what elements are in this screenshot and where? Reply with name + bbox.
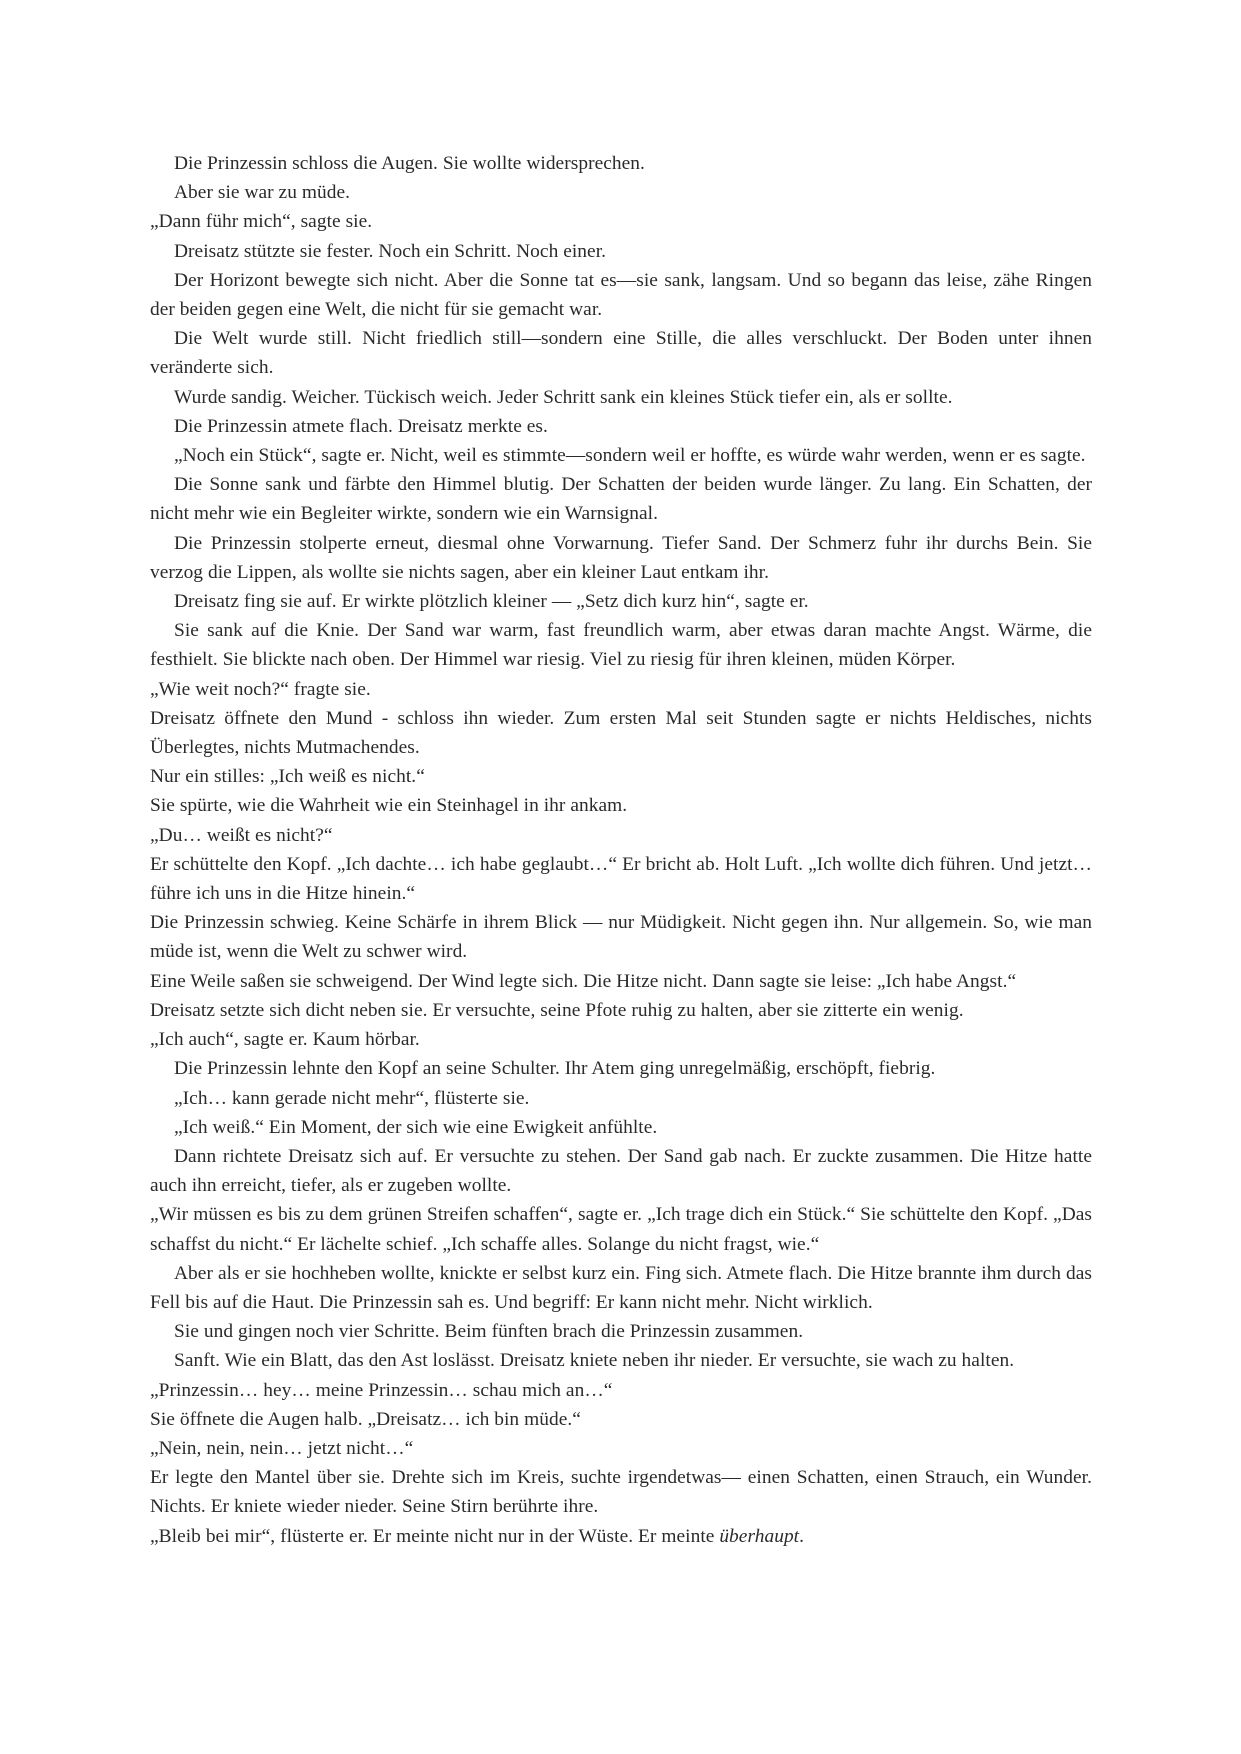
final-period: .	[799, 1525, 805, 1547]
paragraph: „Ich auch“, sagte er. Kaum hörbar.	[150, 1029, 420, 1051]
paragraph: Die Prinzessin lehnte den Kopf an seine Schulter. Ihr Atem ging unregelmäßig, erschöpft, fiebrig.	[174, 1058, 936, 1080]
paragraph: „Prinzessin… hey… meine Prinzessin… schau mich an…“	[150, 1379, 613, 1401]
paragraph: Sie öffnete die Augen halb. „Dreisatz… ich bin müde.“	[150, 1408, 581, 1430]
paragraph: Der Horizont bewegte sich nicht. Aber die Sonne tat es—sie sank, langsam. Und so begann das leise, zähe Ringen der beiden gegen eine Welt, die nicht für sie gemacht war.	[150, 269, 1092, 321]
paragraph: Eine Weile saßen sie schweigend. Der Wind legte sich. Die Hitze nicht. Dann sagte sie leise: „Ich habe Angst.“	[150, 970, 1017, 992]
paragraph: Die Sonne sank und färbte den Himmel blutig. Der Schatten der beiden wurde länger. Zu lang. Ein Schatten, der nicht mehr wie ein Begleiter wirkte, sondern wie ein Warnsignal.	[150, 474, 1092, 525]
paragraph: Die Welt wurde still. Nicht friedlich still—sondern eine Stille, die alles verschluckt. Der Boden unter ihnen veränderte sich.	[150, 328, 1092, 379]
paragraph: „Wir müssen es bis zu dem grünen Streifen schaffen“, sagte er. „Ich trage dich ein Stück.“ Sie schüttelte den Kopf. „Das schaffst du nicht.“ Er lächelte schief. „Ich schaffe alles. Solange du nicht fragst, wie.“	[150, 1204, 1092, 1255]
paragraph: Die Prinzessin stolperte erneut, diesmal ohne Vorwarnung. Tiefer Sand. Der Schmerz fuhr ihr durchs Bein. Sie verzog die Lippen, als wollte sie nichts sagen, aber ein kleiner Laut entkam ihr.	[150, 532, 1092, 583]
paragraph: „Noch ein Stück“, sagte er. Nicht, weil es stimmte—sondern weil er hoffte, es würde wahr werden, wenn er es sagte.	[174, 445, 1086, 467]
paragraph: Sanft. Wie ein Blatt, das den Ast loslässt. Dreisatz kniete neben ihr nieder. Er versuchte, sie wach zu halten.	[174, 1350, 1015, 1372]
paragraph: Nur ein stilles: „Ich weiß es nicht.“	[150, 766, 425, 788]
paragraph: Aber als er sie hochheben wollte, knickte er selbst kurz ein. Fing sich. Atmete flach. Die Hitze brannte ihm durch das Fell bis auf die Haut. Die Prinzessin sah es. Und begriff: Er kann nicht mehr. Nicht wirklich.	[150, 1262, 1092, 1313]
paragraph: „Ich weiß.“ Ein Moment, der sich wie eine Ewigkeit anfühlte.	[174, 1116, 658, 1138]
paragraph: Er legte den Mantel über sie. Drehte sich im Kreis, suchte irgendetwas— einen Schatten, einen Strauch, ein Wunder. Nichts. Er kniete wieder nieder. Seine Stirn berührte ihre.	[150, 1467, 1092, 1518]
paragraph: Die Prinzessin schwieg. Keine Schärfe in ihrem Blick — nur Müdigkeit. Nicht gegen ihn. Nur allgemein. So, wie man müde ist, wenn die Welt zu schwer wird.	[150, 912, 1092, 963]
paragraph: Sie spürte, wie die Wahrheit wie ein Steinhagel in ihr ankam.	[150, 795, 628, 817]
paragraph: Er schüttelte den Kopf. „Ich dachte… ich habe geglaubt…“ Er bricht ab. Holt Luft. „Ich wollte dich führen. Und jetzt… führe ich uns in die Hitze hinein.“	[150, 853, 1092, 905]
final-paragraph	[150, 1522, 1092, 1551]
paragraph: Sie und gingen noch vier Schritte. Beim fünften brach die Prinzessin zusammen.	[174, 1321, 804, 1343]
paragraph: Dreisatz stützte sie fester. Noch ein Schritt. Noch einer.	[174, 240, 607, 262]
paragraph: „Wie weit noch?“ fragte sie.	[150, 678, 371, 700]
paragraph: Dreisatz setzte sich dicht neben sie. Er versuchte, seine Pfote ruhig zu halten, aber sie zitterte ein wenig.	[150, 999, 964, 1021]
paragraph: „Nein, nein, nein… jetzt nicht…“	[150, 1437, 414, 1459]
paragraph: „Du… weißt es nicht?“	[150, 824, 333, 846]
final-paragraph-text: „Bleib bei mir“, flüsterte er. Er meinte nicht nur in der Wüste. Er meinte	[150, 1525, 720, 1547]
paragraph: Dreisatz öffnete den Mund - schloss ihn wieder. Zum ersten Mal seit Stunden sagte er nichts Heldisches, nichts Überlegtes, nichts Mutmachendes.	[150, 707, 1092, 759]
paragraph: Sie sank auf die Knie. Der Sand war warm, fast freundlich warm, aber etwas daran machte Angst. Wärme, die festhielt. Sie blickte nach oben. Der Himmel war riesig. Viel zu riesig für ihren kleinen, müden Körper.	[150, 620, 1092, 671]
paragraph-list	[150, 149, 1092, 1522]
paragraph: Die Prinzessin atmete flach. Dreisatz merkte es.	[174, 415, 548, 437]
paragraph: Dann richtete Dreisatz sich auf. Er versuchte zu stehen. Der Sand gab nach. Er zuckte zusammen. Die Hitze hatte auch ihn erreicht, tiefer, als er zugeben wollte.	[150, 1145, 1092, 1197]
paragraph: Dreisatz fing sie auf. Er wirkte plötzlich kleiner — „Setz dich kurz hin“, sagte er.	[174, 591, 809, 613]
paragraph: Aber sie war zu müde.	[174, 182, 351, 204]
document-body	[150, 149, 1092, 1551]
paragraph: Die Prinzessin schloss die Augen. Sie wollte widersprechen.	[174, 153, 645, 174]
paragraph: „Ich… kann gerade nicht mehr“, flüsterte sie.	[174, 1087, 530, 1109]
paragraph: „Dann führ mich“, sagte sie.	[150, 211, 373, 233]
paragraph: Wurde sandig. Weicher. Tückisch weich. Jeder Schritt sank ein kleines Stück tiefer ein, als er sollte.	[174, 386, 953, 408]
emphasized-word: überhaupt	[719, 1525, 800, 1547]
